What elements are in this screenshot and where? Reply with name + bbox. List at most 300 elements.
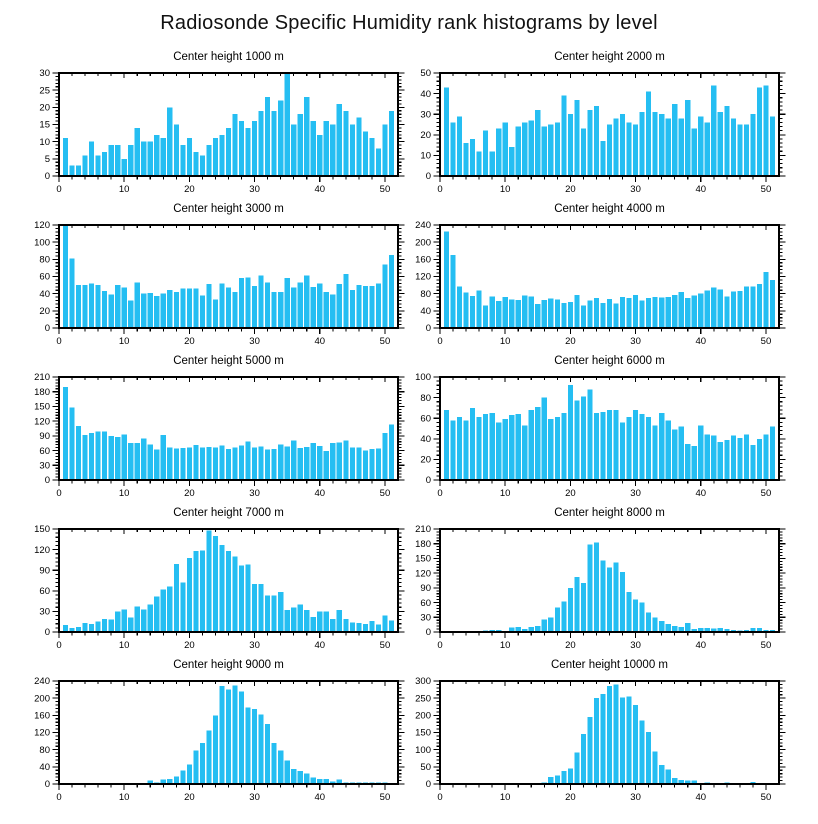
histogram-bar (542, 620, 547, 632)
y-tick-label: 20 (420, 454, 431, 466)
histogram-bar (109, 620, 114, 632)
x-tick-label: 50 (379, 792, 391, 802)
histogram-bar (102, 431, 107, 480)
histogram-bar (757, 87, 762, 176)
histogram-bar (252, 286, 257, 328)
histogram-bar (324, 121, 329, 176)
histogram-bar (252, 448, 257, 480)
charts-grid (0, 42, 818, 802)
histogram-bar (529, 120, 534, 176)
histogram-bar (363, 451, 368, 480)
histogram-bar (298, 771, 303, 784)
x-tick-label: 20 (565, 640, 576, 650)
histogram-bar (115, 285, 120, 328)
histogram-bar (180, 289, 185, 328)
histogram-bar (613, 684, 618, 784)
y-tick-label: 200 (34, 693, 50, 705)
histogram-bar (640, 414, 645, 480)
histogram-bar (483, 306, 488, 328)
histogram-bar (724, 106, 729, 176)
y-tick-label: 0 (44, 475, 50, 487)
histogram-bar (174, 125, 179, 177)
histogram-bar (490, 151, 495, 176)
histogram-bar (640, 301, 645, 328)
histogram-bar (653, 617, 658, 632)
histogram-bar (581, 583, 586, 632)
histogram-bar (343, 619, 348, 632)
histogram-bar (646, 732, 651, 784)
histogram-bar (685, 623, 690, 632)
histogram-bar (69, 407, 74, 480)
histogram-bar (219, 446, 224, 480)
histogram-bar (226, 128, 231, 176)
subplot-4000m (409, 194, 818, 346)
histogram-bar (356, 118, 361, 176)
histogram-bar (444, 87, 449, 176)
histogram-bar (470, 296, 475, 328)
histogram-bar (291, 288, 296, 328)
histogram-bar (389, 425, 394, 480)
histogram-bar (109, 436, 114, 480)
histogram-bar (232, 292, 237, 328)
histogram-bar (63, 225, 68, 328)
subplot-7000m (0, 498, 409, 650)
y-tick-label: 210 (34, 372, 50, 384)
histogram-bar (698, 294, 703, 328)
histogram-bar (737, 438, 742, 480)
y-tick-label: 30 (39, 606, 50, 618)
histogram-bar (568, 769, 573, 784)
histogram-bar (620, 297, 625, 328)
histogram-bar (89, 142, 94, 176)
x-tick-label: 40 (695, 792, 707, 802)
histogram-bar (193, 445, 198, 480)
histogram-bar (369, 449, 374, 480)
histogram-bar (555, 417, 560, 480)
histogram-bar (122, 609, 127, 632)
histogram-bar (516, 127, 521, 176)
y-tick-label: 50 (420, 68, 431, 80)
y-tick-label: 30 (39, 460, 50, 472)
histogram-bar (503, 419, 508, 480)
x-tick-label: 40 (695, 488, 707, 498)
subplot-canvas (0, 42, 409, 194)
histogram-bar (226, 288, 231, 328)
y-tick-label: 40 (420, 434, 431, 445)
subplot-canvas (409, 498, 818, 650)
histogram-bar (82, 435, 87, 480)
histogram-bar (594, 543, 599, 632)
histogram-bar (574, 752, 579, 784)
histogram-bar (161, 435, 166, 480)
y-tick-label: 150 (415, 727, 431, 739)
histogram-bar (122, 159, 127, 176)
subplot-canvas (0, 498, 409, 650)
histogram-bar (672, 104, 677, 176)
histogram-bar (278, 751, 283, 784)
histogram-bar (711, 436, 716, 480)
y-tick-label: 0 (425, 323, 431, 335)
histogram-bar (89, 433, 94, 480)
histogram-bar (613, 118, 618, 176)
x-tick-label: 20 (565, 184, 576, 194)
histogram-bar (96, 155, 101, 176)
y-tick-label: 80 (39, 254, 50, 266)
histogram-bar (89, 283, 94, 328)
histogram-bar (457, 116, 462, 176)
histogram-bar (109, 145, 114, 176)
histogram-bar (337, 104, 342, 176)
y-tick-label: 250 (415, 693, 431, 705)
x-tick-label: 10 (118, 336, 130, 346)
subplot-3000m (0, 194, 409, 346)
histogram-bar (757, 439, 762, 480)
histogram-bar (63, 625, 68, 632)
histogram-bar (548, 617, 553, 632)
histogram-bar (457, 417, 462, 480)
histogram-bar (232, 685, 237, 784)
y-tick-label: 0 (425, 779, 431, 791)
subplot-title: Center height 2000 m (554, 51, 665, 63)
subplot-title: Center height 4000 m (554, 203, 665, 215)
histogram-bar (76, 166, 81, 176)
y-tick-label: 210 (415, 524, 431, 536)
subplot-canvas (0, 650, 409, 802)
histogram-bar (141, 294, 146, 328)
histogram-bar (659, 298, 664, 328)
subplot-8000m (409, 498, 818, 650)
subplot-canvas (409, 346, 818, 498)
histogram-bar (350, 125, 355, 177)
histogram-bar (483, 131, 488, 176)
histogram-bar (731, 436, 736, 480)
y-tick-label: 60 (420, 597, 431, 609)
histogram-bar (548, 125, 553, 177)
histogram-bar (141, 438, 146, 480)
histogram-bar (259, 276, 264, 328)
histogram-bar (337, 284, 342, 328)
histogram-bar (568, 588, 573, 632)
histogram-bar (245, 708, 250, 784)
subplot-canvas (0, 194, 409, 346)
histogram-bar (633, 295, 638, 328)
histogram-bar (317, 446, 322, 480)
histogram-bar (154, 596, 159, 632)
histogram-bar (666, 420, 671, 480)
histogram-bar (200, 155, 205, 176)
histogram-bar (626, 417, 631, 480)
histogram-bar (659, 621, 664, 632)
histogram-bar (509, 300, 514, 328)
histogram-bar (600, 141, 605, 176)
histogram-bar (620, 422, 625, 480)
x-tick-label: 20 (184, 640, 195, 650)
histogram-bar (63, 387, 68, 480)
histogram-bar (561, 771, 566, 784)
x-tick-label: 0 (56, 792, 62, 802)
x-tick-label: 40 (314, 336, 326, 346)
histogram-bar (363, 286, 368, 328)
y-tick-label: 20 (39, 306, 50, 318)
histogram-bar (193, 551, 198, 632)
histogram-bar (122, 434, 127, 480)
histogram-bar (265, 596, 270, 632)
y-tick-label: 30 (420, 612, 431, 624)
histogram-bar (450, 122, 455, 176)
histogram-bar (219, 135, 224, 176)
histogram-bar (148, 445, 153, 480)
histogram-bar (128, 618, 133, 632)
histogram-bar (607, 125, 612, 177)
histogram-bar (356, 623, 361, 632)
histogram-bar (317, 611, 322, 632)
histogram-bar (587, 301, 592, 328)
histogram-bar (239, 692, 244, 784)
x-tick-label: 0 (437, 184, 443, 194)
y-tick-label: 150 (34, 524, 50, 536)
histogram-bar (369, 286, 374, 328)
histogram-bar (516, 414, 521, 480)
y-tick-label: 120 (34, 220, 50, 232)
histogram-bar (633, 705, 638, 784)
histogram-bar (330, 125, 335, 177)
histogram-bar (568, 385, 573, 480)
histogram-bar (692, 129, 697, 176)
histogram-bar (278, 100, 283, 176)
histogram-bar (382, 264, 387, 328)
x-tick-label: 20 (565, 792, 576, 802)
histogram-bar (285, 73, 290, 176)
histogram-bar (174, 292, 179, 328)
y-tick-label: 40 (39, 288, 50, 300)
x-tick-label: 20 (184, 792, 195, 802)
y-tick-label: 40 (420, 88, 431, 100)
y-tick-label: 150 (415, 553, 431, 565)
histogram-bar (382, 433, 387, 480)
histogram-bar (653, 425, 658, 480)
histogram-bar (568, 302, 573, 328)
histogram-bar (470, 408, 475, 480)
histogram-bar (278, 292, 283, 328)
histogram-bar (304, 97, 309, 176)
y-tick-label: 120 (34, 727, 50, 739)
subplot-title: Center height 1000 m (173, 51, 284, 63)
histogram-bar (574, 295, 579, 328)
histogram-bar (232, 114, 237, 176)
histogram-bar (555, 122, 560, 176)
histogram-bar (633, 125, 638, 177)
histogram-bar (763, 435, 768, 480)
y-tick-label: 300 (415, 676, 431, 688)
x-tick-label: 40 (314, 184, 326, 194)
histogram-bar (653, 751, 658, 784)
y-tick-label: 160 (34, 710, 50, 722)
x-tick-label: 10 (118, 640, 130, 650)
histogram-bar (737, 125, 742, 177)
histogram-bar (219, 283, 224, 328)
histogram-bar (568, 114, 573, 176)
histogram-bar (311, 121, 316, 176)
histogram-bar (490, 297, 495, 328)
histogram-bar (659, 765, 664, 784)
x-tick-label: 50 (760, 184, 772, 194)
histogram-bar (463, 143, 468, 176)
histogram-bar (291, 125, 296, 177)
histogram-bar (239, 121, 244, 176)
histogram-bar (711, 85, 716, 176)
subplot-title: Center height 3000 m (173, 203, 284, 215)
histogram-bar (679, 426, 684, 480)
x-tick-label: 0 (437, 792, 443, 802)
x-tick-label: 20 (184, 488, 195, 498)
y-tick-label: 10 (39, 136, 50, 148)
histogram-bar (167, 448, 172, 480)
x-tick-label: 20 (184, 336, 195, 346)
histogram-bar (200, 448, 205, 480)
histogram-bar (161, 138, 166, 176)
histogram-bar (285, 278, 290, 328)
histogram-bar (548, 298, 553, 328)
histogram-bar (167, 107, 172, 176)
histogram-bar (561, 303, 566, 328)
histogram-bar (206, 145, 211, 176)
histogram-bar (522, 295, 527, 328)
histogram-bar (672, 778, 677, 784)
histogram-bar (376, 449, 381, 480)
y-tick-label: 90 (420, 583, 431, 595)
x-tick-label: 0 (437, 488, 443, 498)
histogram-bar (311, 778, 316, 784)
histogram-bar (239, 278, 244, 328)
histogram-bar (529, 297, 534, 328)
histogram-bar (496, 422, 501, 480)
x-tick-label: 40 (695, 184, 707, 194)
histogram-bar (574, 100, 579, 176)
histogram-bar (672, 295, 677, 328)
histogram-bar (613, 304, 618, 328)
histogram-bar (646, 92, 651, 176)
histogram-bar (200, 295, 205, 328)
histogram-bar (535, 626, 540, 632)
histogram-bar (444, 231, 449, 328)
histogram-bar (450, 420, 455, 480)
y-tick-label: 15 (39, 119, 50, 131)
histogram-bar (239, 565, 244, 632)
histogram-bar (193, 289, 198, 328)
x-tick-label: 20 (184, 184, 195, 194)
histogram-bar (109, 295, 114, 328)
histogram-bar (102, 619, 107, 632)
histogram-bar (259, 714, 264, 784)
histogram-bar (102, 291, 107, 328)
x-tick-label: 30 (249, 336, 260, 346)
histogram-bar (646, 612, 651, 632)
histogram-bar (174, 776, 179, 784)
histogram-bar (141, 142, 146, 176)
histogram-bar (356, 448, 361, 480)
histogram-bar (750, 286, 755, 328)
x-tick-label: 10 (118, 488, 130, 498)
histogram-bar (516, 300, 521, 328)
histogram-bar (470, 139, 475, 176)
histogram-bar (363, 131, 368, 176)
y-tick-label: 120 (34, 416, 50, 428)
histogram-bar (213, 536, 218, 632)
histogram-bar (620, 572, 625, 632)
histogram-bar (135, 128, 140, 176)
histogram-bar (718, 442, 723, 480)
histogram-bar (219, 545, 224, 632)
histogram-bar (389, 111, 394, 176)
histogram-bar (324, 292, 329, 328)
histogram-bar (718, 289, 723, 328)
histogram-bar (148, 142, 153, 176)
histogram-bar (200, 743, 205, 784)
x-tick-label: 30 (249, 640, 260, 650)
histogram-bar (206, 284, 211, 328)
histogram-bar (350, 290, 355, 328)
histogram-bar (750, 445, 755, 480)
histogram-bar (265, 450, 270, 480)
x-tick-label: 10 (118, 184, 130, 194)
histogram-bar (382, 616, 387, 632)
subplot-title: Center height 8000 m (554, 507, 665, 519)
histogram-bar (69, 166, 74, 176)
figure-title: Radiosonde Specific Humidity rank histograms by level (160, 12, 658, 34)
x-tick-label: 0 (56, 488, 62, 498)
subplot-title: Center height 10000 m (551, 659, 668, 671)
histogram-bar (265, 283, 270, 328)
histogram-bar (542, 398, 547, 480)
y-tick-label: 50 (420, 762, 431, 774)
histogram-bar (350, 448, 355, 480)
y-tick-label: 240 (415, 220, 431, 232)
x-tick-label: 30 (249, 488, 260, 498)
histogram-bar (672, 430, 677, 480)
histogram-bar (252, 121, 257, 176)
histogram-bar (581, 397, 586, 480)
histogram-bar (555, 775, 560, 784)
histogram-bar (770, 280, 775, 328)
histogram-bar (128, 301, 133, 328)
histogram-bar (226, 690, 231, 784)
histogram-bar (63, 138, 68, 176)
histogram-bar (535, 304, 540, 328)
y-tick-label: 100 (415, 744, 431, 756)
histogram-bar (96, 622, 101, 632)
histogram-bar (252, 584, 257, 632)
y-tick-label: 90 (39, 431, 50, 443)
histogram-bar (69, 258, 74, 328)
histogram-bar (330, 295, 335, 328)
histogram-bar (245, 277, 250, 328)
x-tick-label: 0 (437, 336, 443, 346)
histogram-bar (304, 447, 309, 480)
histogram-bar (646, 298, 651, 328)
histogram-bar (285, 447, 290, 480)
histogram-bar (180, 770, 185, 784)
subplot-canvas (409, 194, 818, 346)
x-tick-label: 50 (760, 792, 772, 802)
histogram-bar (180, 448, 185, 480)
histogram-bar (167, 587, 172, 632)
y-tick-label: 100 (34, 237, 50, 249)
histogram-bar (594, 106, 599, 176)
histogram-bar (245, 128, 250, 176)
histogram-bar (337, 443, 342, 480)
histogram-bar (561, 602, 566, 632)
histogram-bar (633, 410, 638, 480)
